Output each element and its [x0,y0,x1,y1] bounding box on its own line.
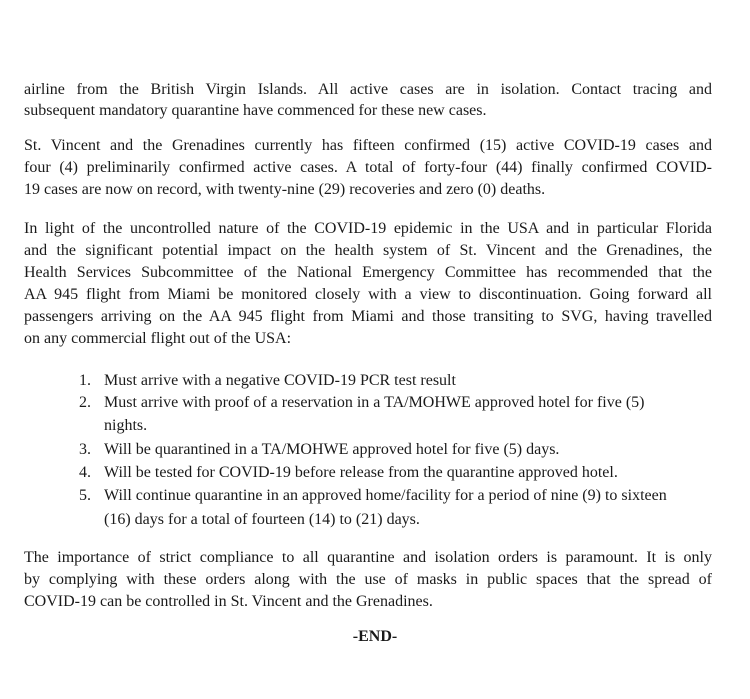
paragraph-3-line-3: Health Services Subcommittee of the National Emergency Committee has recommended that the [24,264,712,281]
list-item-5-number: 5. [79,487,91,504]
list-item-3-number: 3. [79,441,91,458]
paragraph-1-line-2: subsequent mandatory quarantine have commenced for these new cases. [24,102,487,119]
paragraph-3-line-4: AA 945 flight from Miami be monitored closely with a view to discontinuation. Going forward all [24,286,712,303]
paragraph-3-line-1: In light of the uncontrolled nature of the COVID-19 epidemic in the USA and in particular Florida [24,220,712,237]
paragraph-3-line-5: passengers arriving on the AA 945 flight from Miami and those transiting to SVG, having travelled [24,308,712,325]
list-item-1-number: 1. [79,372,91,389]
paragraph-4-line-1: The importance of strict compliance to all quarantine and isolation orders is paramount. It is only [24,549,712,566]
list-item-2-number: 2. [79,394,91,411]
end-marker: -END- [352,628,398,645]
list-item-2-text-line-2: nights. [104,417,148,434]
paragraph-2-line-1: St. Vincent and the Grenadines currently has fifteen confirmed (15) active COVID-19 cases and [24,137,712,154]
list-item-5-text-line-1: Will continue quarantine in an approved home/facility for a period of nine (9) to sixteen [104,487,667,504]
paragraph-4-line-2: by complying with these orders along with the use of masks in public spaces that the spread of [24,571,712,588]
paragraph-2-line-3: 19 cases are now on record, with twenty-nine (29) recoveries and zero (0) deaths. [24,181,546,198]
list-item-2-text-line-1: Must arrive with proof of a reservation in a TA/MOHWE approved hotel for five (5) [104,394,645,411]
list-item-5-text-line-2: (16) days for a total of fourteen (14) to (21) days. [104,511,420,528]
paragraph-4-line-3: COVID-19 can be controlled in St. Vincent and the Grenadines. [24,593,433,610]
list-item-4-number: 4. [79,464,91,481]
list-item-4-text: Will be tested for COVID-19 before release from the quarantine approved hotel. [104,464,618,481]
paragraph-3-line-2: and the significant potential impact on the health system of St. Vincent and the Grenadines, the [24,242,712,259]
paragraph-3-line-6: on any commercial flight out of the USA: [24,330,292,347]
paragraph-2-line-2: four (4) preliminarily confirmed active cases. A total of forty-four (44) finally confirmed COVID- [24,159,712,176]
list-item-3-text: Will be quarantined in a TA/MOHWE approved hotel for five (5) days. [104,441,560,458]
list-item-1-text: Must arrive with a negative COVID-19 PCR test result [104,372,456,389]
paragraph-1-line-1: airline from the British Virgin Islands. All active cases are in isolation. Contact tracing and [24,81,712,98]
